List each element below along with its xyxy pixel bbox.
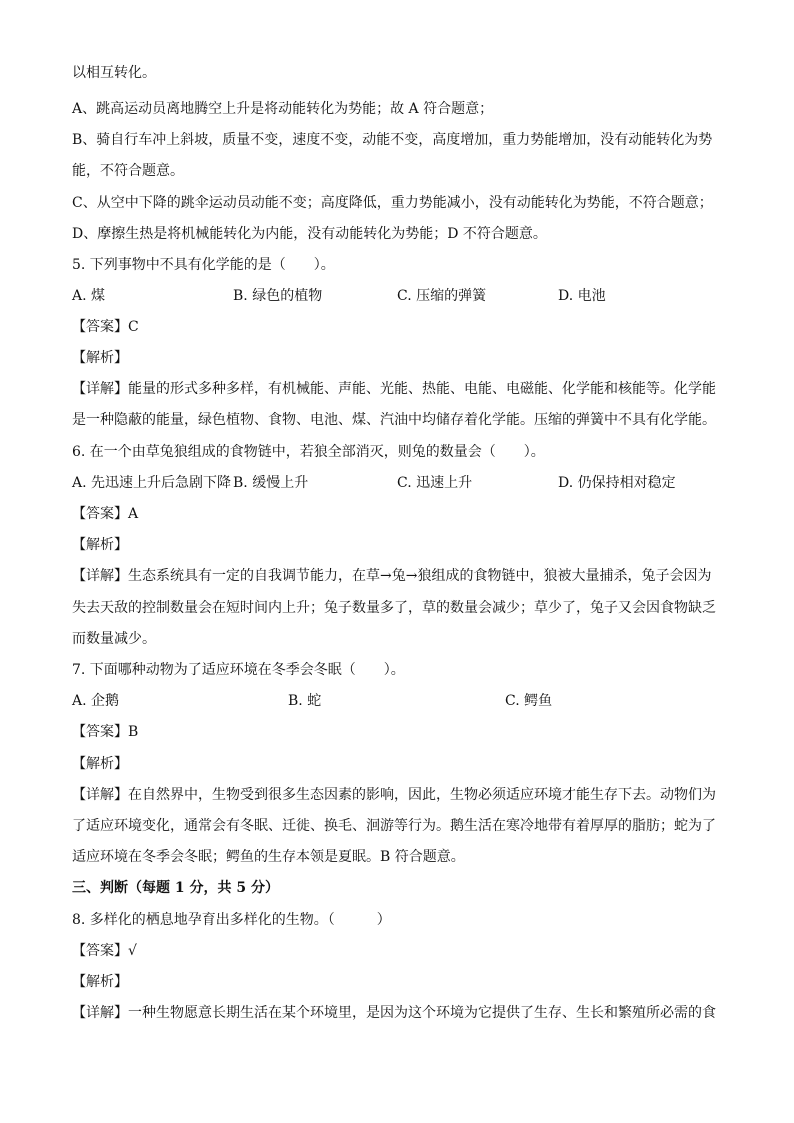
- option-c: C. 迅速上升: [397, 475, 473, 491]
- option-a: A. 企鹅: [72, 693, 120, 709]
- answer: 【答案】C: [72, 319, 139, 335]
- option-d: D. 仍保持相对稳定: [558, 475, 676, 491]
- detail-line: 而数量减少。: [72, 631, 156, 647]
- option-b: B. 绿色的植物: [233, 288, 323, 304]
- detail-line: 【详解】能量的形式多种多样，有机械能、声能、光能、热能、电能、电磁能、化学能和核能等。化学能: [72, 381, 716, 397]
- text-line: 以相互转化。: [72, 65, 156, 81]
- option-a: A. 煤: [72, 288, 106, 304]
- section-heading: 三、判断（每题 1 分，共 5 分）: [72, 880, 279, 896]
- option-d: D. 电池: [558, 288, 606, 304]
- option-b: B. 缓慢上升: [233, 475, 309, 491]
- detail-line: 【详解】一种生物愿意长期生活在某个环境里，是因为这个环境为它提供了生存、生长和繁殖所必需的食: [72, 1005, 716, 1021]
- text-line: B、骑自行车冲上斜坡，质量不变，速度不变，动能不变，高度增加，重力势能增加，没有动能转化为势: [72, 132, 713, 148]
- analysis-label: 【解析】: [72, 537, 128, 553]
- option-c: C. 鳄鱼: [505, 693, 553, 709]
- question-stem: 6. 在一个由草兔狼组成的食物链中，若狼全部消灭，则兔的数量会（ ）。: [72, 444, 545, 460]
- detail-line: 了适应环境变化，通常会有冬眠、迁徙、换毛、洄游等行为。鹅生活在寒冷地带有着厚厚的脂肪；蛇为了: [72, 818, 716, 834]
- option-b: B. 蛇: [288, 693, 322, 709]
- question-stem: 7. 下面哪种动物为了适应环境在冬季会冬眠（ ）。: [72, 662, 405, 678]
- analysis-label: 【解析】: [72, 756, 128, 772]
- answer: 【答案】A: [72, 506, 139, 522]
- detail-line: 【详解】在自然界中，生物受到很多生态因素的影响，因此，生物必须适应环境才能生存下去。动物们为: [72, 787, 716, 803]
- text-line: D、摩擦生热是将机械能转化为内能，没有动能转化为势能；D 不符合题意。: [72, 226, 547, 242]
- answer: 【答案】B: [72, 724, 139, 740]
- text-line: C、从空中下降的跳伞运动员动能不变；高度降低，重力势能减小，没有动能转化为势能，不符合题意；: [72, 195, 713, 211]
- answer: 【答案】√: [72, 943, 137, 959]
- analysis-label: 【解析】: [72, 974, 128, 990]
- option-a: A. 先迅速上升后急剧下降: [72, 475, 232, 491]
- text-line: 能，不符合题意。: [72, 163, 184, 179]
- question-stem: 5. 下列事物中不具有化学能的是（ ）。: [72, 257, 335, 273]
- text-line: A、跳高运动员离地腾空上升是将动能转化为势能；故 A 符合题意；: [72, 101, 494, 117]
- detail-line: 失去天敌的控制数量会在短时间内上升；兔子数量多了，草的数量会减少；草少了，兔子又会因食物缺乏: [72, 600, 716, 616]
- question-stem: 8. 多样化的栖息地孕育出多样化的生物。（ ）: [72, 912, 391, 928]
- detail-line: 是一种隐蔽的能量，绿色植物、食物、电池、煤、汽油中均储存着化学能。压缩的弹簧中不具有化学能。: [72, 412, 716, 428]
- detail-line: 适应环境在冬季会冬眠；鳄鱼的生存本领是夏眠。B 符合题意。: [72, 849, 465, 865]
- detail-line: 【详解】生态系统具有一定的自我调节能力，在草→兔→狼组成的食物链中，狼被大量捕杀，兔子会因为: [72, 568, 712, 584]
- option-c: C. 压缩的弹簧: [397, 288, 487, 304]
- analysis-label: 【解析】: [72, 350, 128, 366]
